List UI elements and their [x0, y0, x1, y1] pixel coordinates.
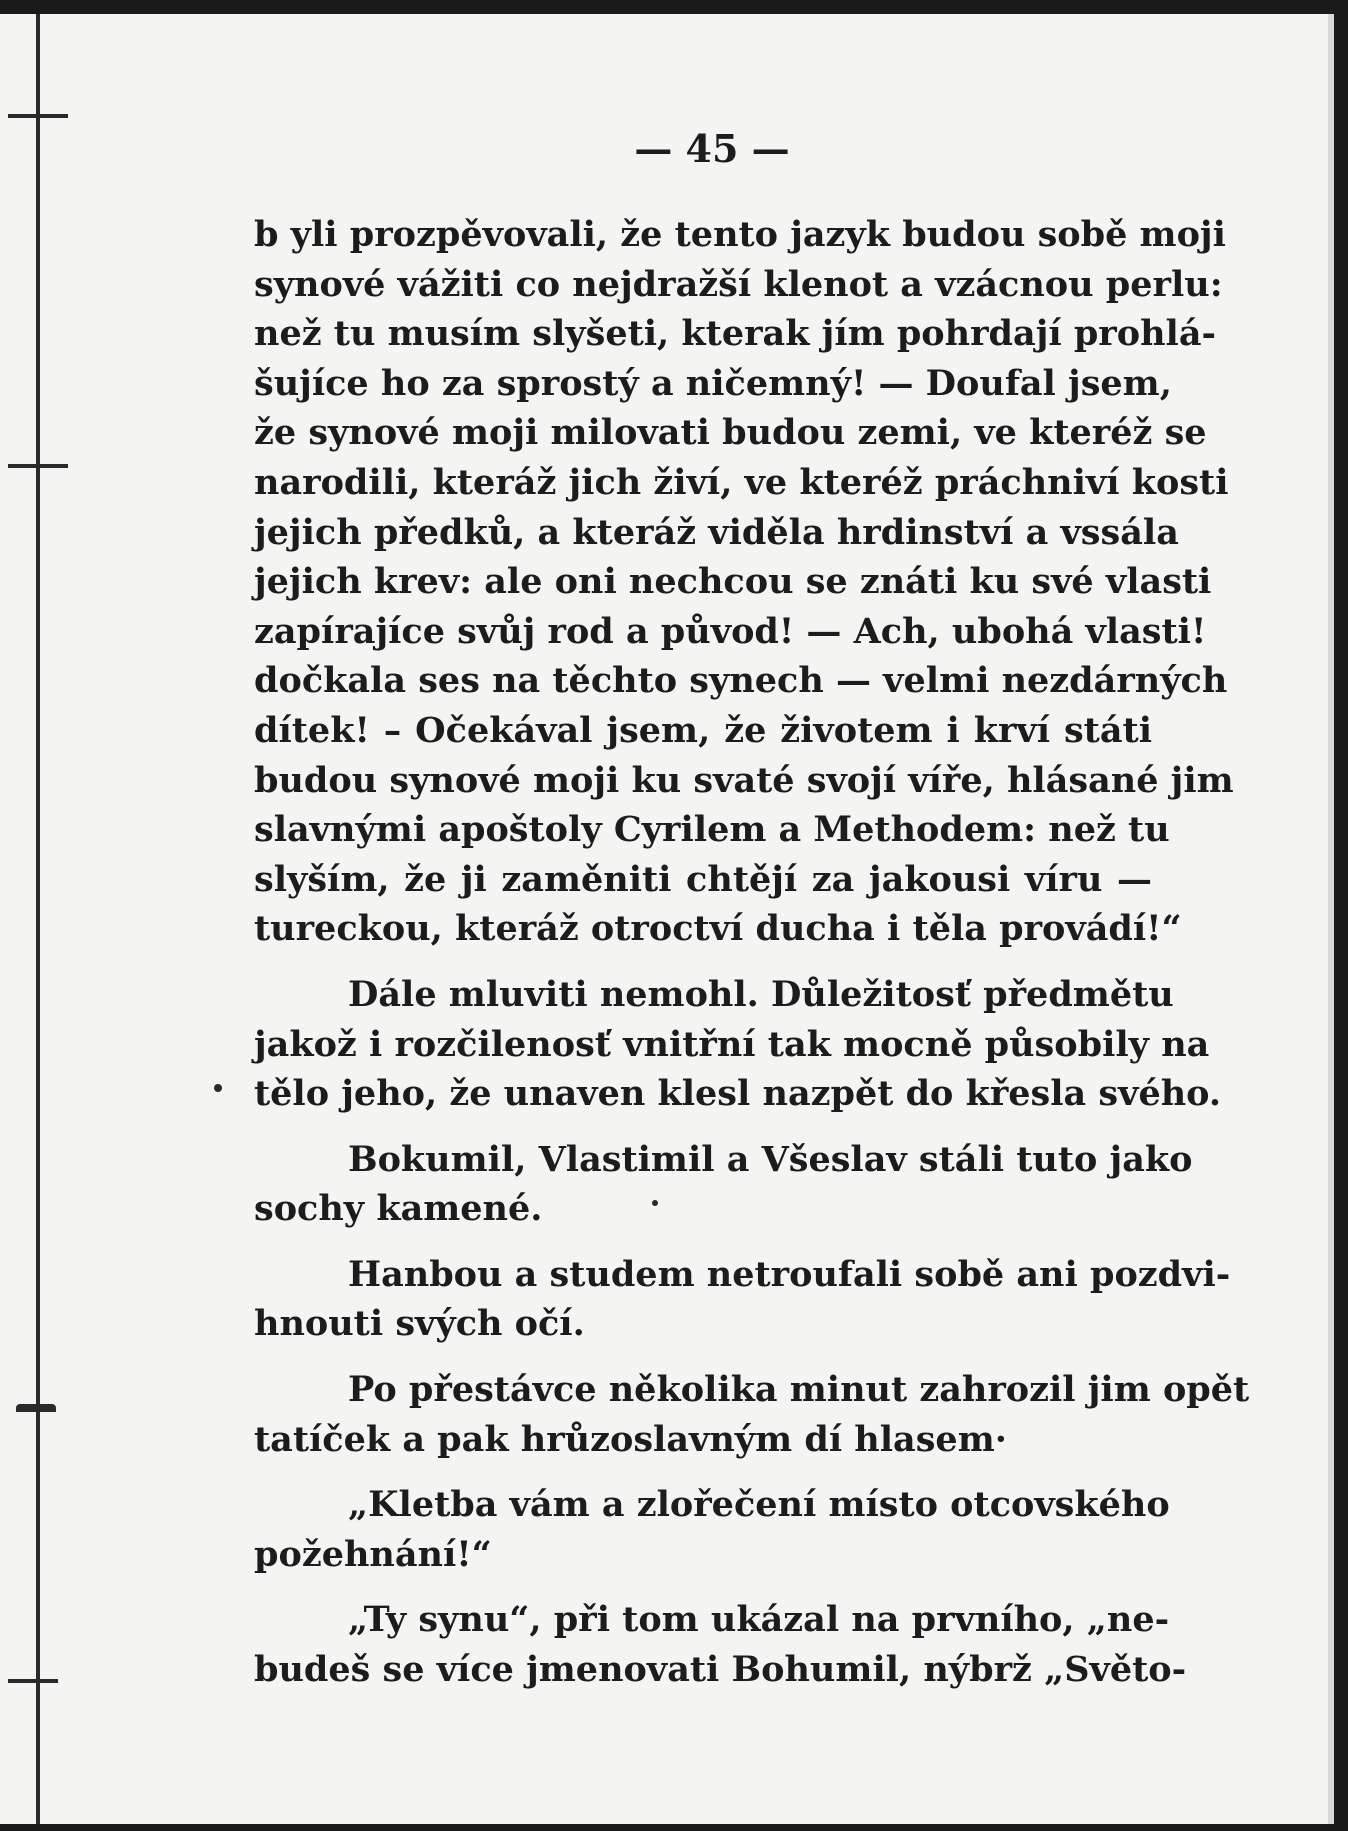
paragraph	[254, 1135, 1193, 1234]
text-line: tatíček a pak hrůzoslavným dí hlasem·	[254, 1418, 1007, 1460]
text-line: slyším, že ji zaměniti chtějí za jakousi víru —	[254, 858, 1152, 900]
paragraph-gap	[254, 1579, 1152, 1595]
text-line: sochy kamené.	[254, 1188, 543, 1230]
text-line: hnouti svých očí.	[254, 1303, 585, 1345]
paragraph	[254, 1250, 1231, 1349]
paragraph	[254, 1595, 1187, 1694]
text-line: b yli prozpěvovali, že tento jazyk budou sobě moji	[254, 214, 1226, 255]
text-line: Bokumil, Vlastimil a Všeslav stáli tuto jako	[348, 1138, 1193, 1180]
binding-stitch	[8, 464, 68, 468]
text-line: budou synové moji ku svaté svojí víře, hlásané jim	[254, 759, 1234, 801]
paragraph-gap	[254, 1234, 1152, 1250]
binding-stitch	[16, 1404, 56, 1412]
paragraph-gap	[254, 1464, 1152, 1480]
text-line: slavnými apoštoly Cyrilem a Methodem: než tu	[254, 809, 1170, 851]
text-line: narodili, kteráž jich živí, ve kteréž práchniví kosti	[254, 461, 1229, 503]
text-line: šujíce ho za sprostý a ničemný! — Doufal jsem,	[254, 362, 1172, 404]
paragraph	[254, 1480, 1170, 1579]
page-number: — 45 —	[634, 126, 790, 171]
body-text	[254, 210, 1250, 1695]
binding-stitch	[8, 114, 68, 118]
paragraph-gap	[254, 1349, 1152, 1365]
text-line: Dále mluviti nemohl. Důležitosť předmětu	[348, 973, 1174, 1015]
text-line: jejich krev: ale oni nechcou se znáti ku své vlasti	[254, 561, 1212, 603]
text-line: jejich předků, a kteráž viděla hrdinství a vssála	[254, 511, 1179, 553]
text-line: že synové moji milovati budou zemi, ve kteréž se	[254, 412, 1207, 454]
paragraph-gap	[254, 1119, 1152, 1135]
binding-edge	[36, 14, 40, 1824]
text-line: budeš se více jmenovati Bohumil, nýbrž „Světo-	[254, 1649, 1187, 1691]
paragraph	[254, 210, 1234, 954]
text-line: „Kletba vám a zlořečení místo otcovského	[348, 1484, 1170, 1526]
book-page	[0, 14, 1334, 1824]
paragraph	[254, 1365, 1250, 1464]
paragraph-gap	[254, 954, 1152, 970]
text-line: zapírajíce svůj rod a původ! — Ach, ubohá vlasti!	[254, 610, 1207, 652]
text-line: Po přestávce několika minut zahrozil jim opět	[348, 1369, 1250, 1411]
text-line: synové vážiti co nejdražší klenot a vzácnou perlu:	[254, 263, 1223, 305]
text-line: dítek! – Očekával jsem, že životem i krví státi	[254, 709, 1152, 751]
text-line: tureckou, kteráž otroctví ducha i těla provádí!“	[254, 908, 1182, 950]
text-line: Hanbou a studem netroufali sobě ani pozdvi-	[348, 1253, 1231, 1295]
text-line: požehnání!“	[254, 1533, 492, 1575]
text-line: než tu musím slyšeti, kterak jím pohrdají prohlá-	[254, 313, 1217, 355]
text-line: „Ty synu“, při tom ukázal na prvního, „ne-	[348, 1599, 1170, 1641]
ink-spot	[214, 1084, 222, 1092]
page-edge	[1328, 14, 1334, 1824]
text-line: dočkala ses na těchto synech — velmi nezdárných	[254, 660, 1228, 702]
text-line: jakož i rozčilenosť vnitřní tak mocně působily na	[254, 1023, 1210, 1065]
binding-stitch	[8, 1679, 58, 1683]
text-line: tělo jeho, že unaven klesl nazpět do křesla svého.	[254, 1073, 1222, 1115]
paragraph	[254, 970, 1222, 1119]
